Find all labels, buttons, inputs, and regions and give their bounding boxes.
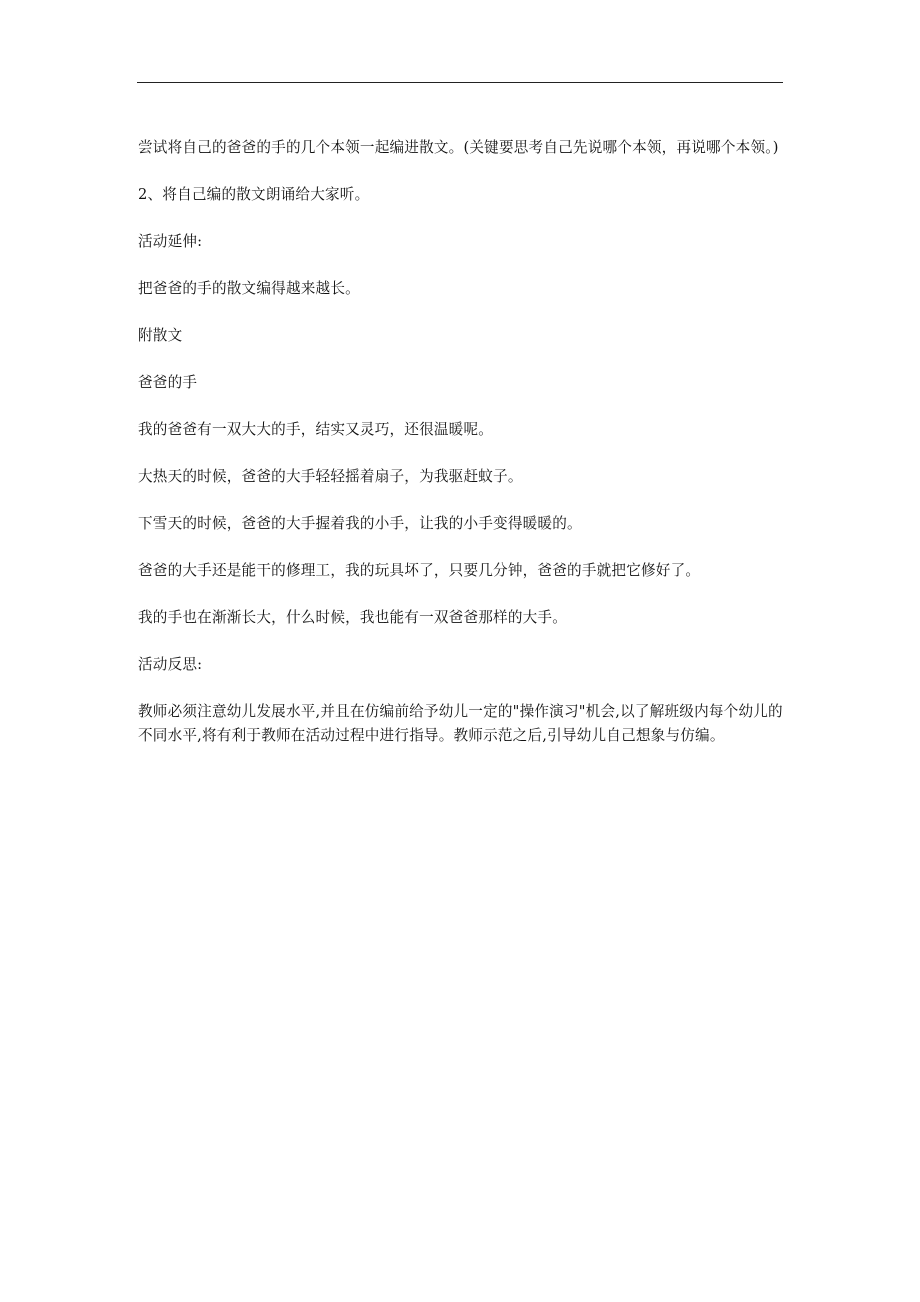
prose-line-3: 下雪天的时候，爸爸的大手握着我的小手，让我的小手变得暖暖的。 [138,515,582,532]
prose-line-4: 爸爸的大手还是能干的修理工，我的玩具坏了，只要几分钟，爸爸的手就把它修好了。 [138,562,701,579]
appendix-heading: 附散文 [138,327,183,344]
paragraph-extension: 把爸爸的手的散文编得越来越长。 [138,280,360,297]
section-heading-extension: 活动延伸: [138,233,203,250]
prose-line-5: 我的手也在渐渐长大，什么时候，我也能有一双爸爸那样的大手。 [138,609,568,626]
paragraph-recite: 2、将自己编的散文朗诵给大家听。 [138,186,370,203]
section-heading-reflection: 活动反思: [138,656,203,673]
header-rule [137,82,783,83]
prose-line-2: 大热天的时候，爸爸的大手轻轻摇着扇子，为我驱赶蚊子。 [138,468,523,485]
paragraph-reflection: 教师必须注意幼儿发展水平,并且在仿编前给予幼儿一定的"操作演习"机会,以了解班级内每个幼儿的不同水平,将有利于教师在活动过程中进行指导。教师示范之后,引导幼儿自己想象与仿编。 [138,703,783,744]
document-body [138,136,784,771]
prose-title: 爸爸的手 [138,374,198,391]
paragraph-try-compose: 尝试将自己的爸爸的手的几个本领一起编进散文。(关键要思考自己先说哪个本领，再说哪个本领。) [138,139,779,156]
prose-line-1: 我的爸爸有一双大大的手，结实又灵巧，还很温暖呢。 [138,421,494,438]
